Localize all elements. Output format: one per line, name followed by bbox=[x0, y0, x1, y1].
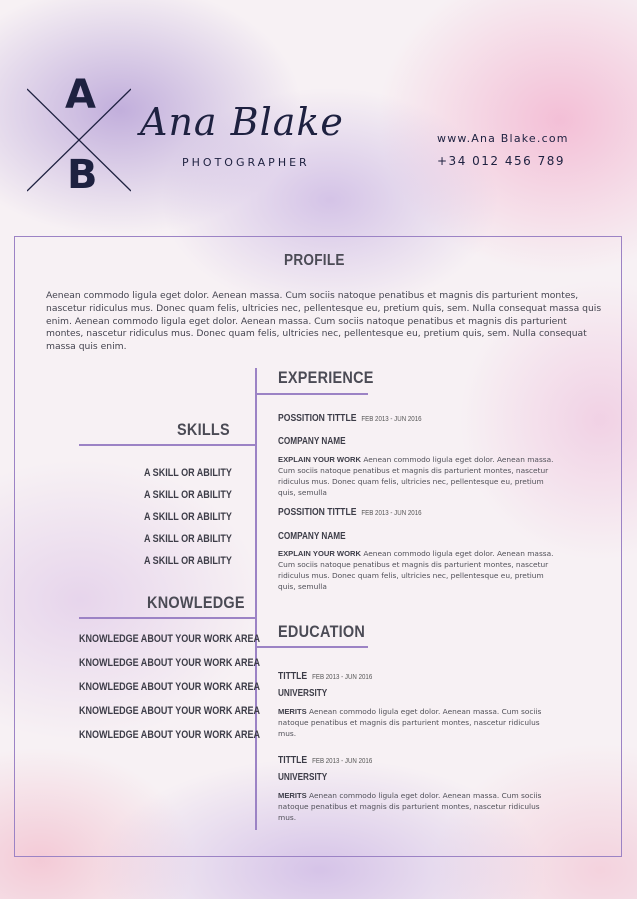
experience-heading: EXPERIENCE bbox=[278, 368, 374, 387]
knowledge-item: KNOWLEDGE ABOUT YOUR WORK AREA bbox=[79, 729, 261, 741]
skill-item: A SKILL OR ABILITY bbox=[144, 533, 232, 545]
person-role: PHOTOGRAPHER bbox=[182, 156, 310, 169]
experience-desc-2: EXPLAIN YOUR WORK Aenean commodo ligula eget dolor. Aenean massa. Cum sociis natoque penatibus et magnis dis parturient montes, nascetur ridiculus mus. Donec quam felis, ultricies nec, pellentesque eu, pretium quis, semulla bbox=[278, 549, 554, 591]
knowledge-heading: KNOWLEDGE bbox=[147, 593, 245, 612]
skill-item: A SKILL OR ABILITY bbox=[144, 511, 232, 523]
skill-item: A SKILL OR ABILITY bbox=[144, 467, 232, 479]
person-name: Ana Blake bbox=[140, 100, 344, 144]
experience-date-2: FEB 2013 - JUN 2016 bbox=[361, 508, 422, 517]
education-desc-2: MERITS Aenean commodo ligula eget dolor. Aenean massa. Cum sociis natoque penatibus et magnis dis parturient montes, nascetur ridiculus mus. bbox=[278, 791, 542, 822]
monogram-letter-a: A bbox=[65, 72, 96, 118]
column-divider bbox=[255, 368, 257, 830]
experience-position-1: POSSITION TITTLE FEB 2013 - JUN 2016 bbox=[278, 412, 422, 424]
monogram-letter-b: B bbox=[67, 152, 98, 198]
experience-company-2: COMPANY NAME bbox=[278, 531, 346, 542]
knowledge-underline bbox=[79, 617, 255, 619]
knowledge-item: KNOWLEDGE ABOUT YOUR WORK AREA bbox=[79, 681, 261, 693]
education-university-1: UNIVERSITY bbox=[278, 688, 328, 699]
website-link[interactable]: www.Ana Blake.com bbox=[437, 132, 569, 145]
education-underline bbox=[256, 646, 368, 648]
education-title-2: TITTLE FEB 2013 - JUN 2016 bbox=[278, 754, 373, 766]
knowledge-item: KNOWLEDGE ABOUT YOUR WORK AREA bbox=[79, 657, 261, 669]
experience-date-1: FEB 2013 - JUN 2016 bbox=[361, 414, 422, 423]
skill-item: A SKILL OR ABILITY bbox=[144, 489, 232, 501]
knowledge-item: KNOWLEDGE ABOUT YOUR WORK AREA bbox=[79, 705, 261, 717]
monogram-logo bbox=[27, 72, 131, 198]
experience-position-2: POSSITION TITTLE FEB 2013 - JUN 2016 bbox=[278, 506, 422, 518]
skills-underline bbox=[79, 444, 255, 446]
education-title-1: TITTLE FEB 2013 - JUN 2016 bbox=[278, 670, 373, 682]
experience-desc-1: EXPLAIN YOUR WORK Aenean commodo ligula eget dolor. Aenean massa. Cum sociis natoque penatibus et magnis dis parturient montes, nascetur ridiculus mus. Donec quam felis, ultricies nec, pellentesque eu, pretium quis, semulla bbox=[278, 455, 554, 497]
profile-heading: PROFILE bbox=[284, 252, 345, 269]
education-university-2: UNIVERSITY bbox=[278, 772, 328, 783]
profile-text: Aenean commodo ligula eget dolor. Aenean massa. Cum sociis natoque penatibus et magnis dis parturient montes, nascetur ridiculus mus. Donec quam felis, ultricies nec, pellentesque eu, pretium quis, sem. Nulla consequat massa quis enim. Aenean commodo ligula eget dolor. Aenean massa. Cum sociis natoque penatibus et magnis dis parturient montes, nascetur ridiculus mus. Donec quam felis, ultricies nec, pellentesque eu, pretium quis, sem. Nulla consequat massa quis enim. bbox=[46, 290, 602, 353]
education-date-1: FEB 2013 - JUN 2016 bbox=[312, 672, 373, 681]
education-heading: EDUCATION bbox=[278, 622, 366, 641]
education-date-2: FEB 2013 - JUN 2016 bbox=[312, 756, 373, 765]
experience-underline bbox=[256, 393, 368, 395]
knowledge-item: KNOWLEDGE ABOUT YOUR WORK AREA bbox=[79, 633, 261, 645]
skill-item: A SKILL OR ABILITY bbox=[144, 555, 232, 567]
experience-company-1: COMPANY NAME bbox=[278, 436, 346, 447]
phone-number: +34 012 456 789 bbox=[437, 154, 565, 168]
education-desc-1: MERITS Aenean commodo ligula eget dolor. Aenean massa. Cum sociis natoque penatibus et magnis dis parturient montes, nascetur ridiculus mus. bbox=[278, 707, 542, 738]
skills-heading: SKILLS bbox=[177, 420, 230, 439]
